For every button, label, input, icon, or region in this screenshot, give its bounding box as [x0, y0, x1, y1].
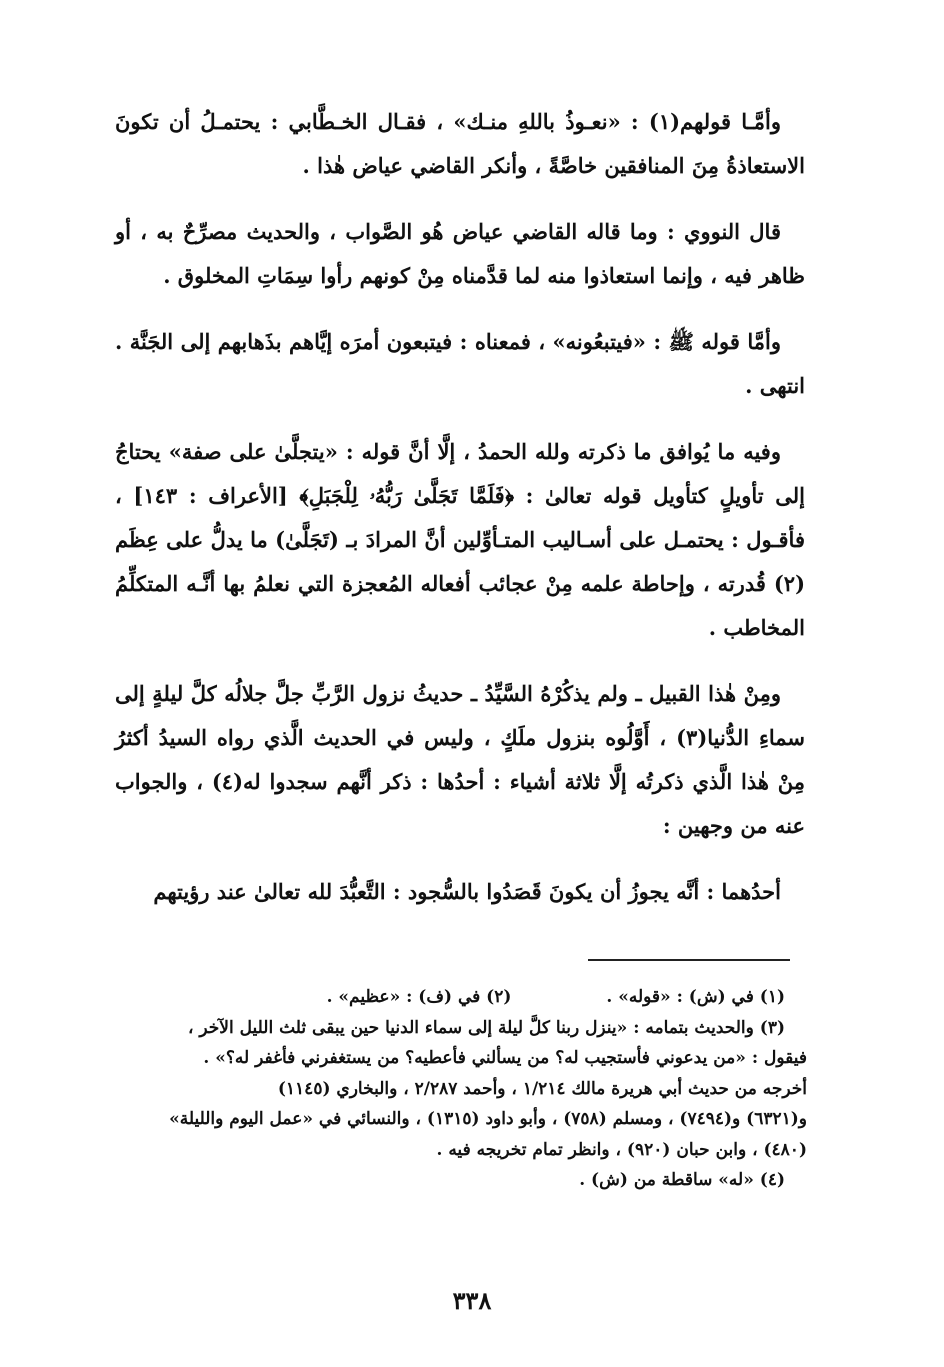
footnote-2: (٢) في (ف) : «عظيم» . [326, 987, 512, 1007]
footnote-3-line-4: و(٦٣٢١) و(٧٤٩٤) ، ومسلم (٧٥٨) ، وأبو داود (١٣١٥) ، والنسائي في «عمل اليوم والليلة» [169, 1109, 807, 1129]
footnote-3-line-3: أخرجه من حديث أبي هريرة مالك ١/٢١٤ ، وأحمد ٢/٢٨٧ ، والبخاري (١١٤٥) [277, 1078, 807, 1099]
footnote-separator [588, 959, 790, 961]
footnote-4: (٤) «له» ساقطة من (ش) . [579, 1170, 785, 1190]
paragraph-4: وفيه ما يُوافق ما ذكرته ولله الحمدُ ، إلَّا أنَّ قوله : «يتجلَّىٰ على صفة» يحتاجُ إلى تأويلٍ كتأويل قوله تعالىٰ : ﴿فَلَمَّا تَجَلَّىٰ رَبُّهُۥ لِلْجَبَلِ﴾ [الأعراف : ١٤٣] ، فأقـول : يحتمـل على أسـاليب المتـأوِّلين أنَّ المرادَ بـ (تَجَلَّىٰ) ما يدلُّ على عِظَم (٢) قُدرته ، وإحاطة علمه مِنْ عجائب أفعاله المُعجزة التي نعلمُ بها أنَّـه المتكلِّمُ المخاطب . [115, 439, 805, 640]
footnote-3-line-5: (٤٨٠) ، وابن حبان (٩٢٠) ، وانظر تمام تخريجه فيه . [436, 1139, 807, 1160]
footnotes-block [112, 982, 807, 1196]
footnote-1: (١) في (ش) : «قوله» . [606, 987, 785, 1007]
page-number: ٣٣٨ [452, 1286, 492, 1315]
footnote-3-line-2: فيقول : «من يدعوني فأستجيب له؟ من يسألني فأعطيه؟ من يستغفرني فأغفر له؟» . [203, 1048, 807, 1068]
paragraph-2: قال النووي : وما قاله القاضي عياض هُو الصَّواب ، والحديث مصرِّحٌ به ، أو ظاهر فيه ، وإنما استعاذوا منه لما قدَّمناه مِنْ كونهم رأوا سِمَاتِ المخلوق . [115, 219, 805, 288]
footnote-3-line-1: (٣) والحديث بتمامه : «ينزل ربنا كلَّ ليلة إلى سماء الدنيا حين يبقى ثلث الليل الآخر ، [188, 1017, 785, 1038]
main-text-block [115, 100, 805, 914]
paragraph-6: أحدُهما : أنَّه يجوزُ أن يكونَ قَصَدُوا بالسُّجود : التَّعبُّدَ لله تعالىٰ عند رؤيتهم [153, 879, 781, 904]
paragraph-1: وأمَّـا قولهم(١) : «نعـوذُ باللهِ منـك» ، فقـال الخـطَّابي : يحتمـلُ أن تكونَ الاستعاذةُ مِنَ المنافقين خاصَّةً ، وأنكر القاضي عياض هٰذا . [115, 109, 805, 178]
paragraph-5: ومِنْ هٰذا القبيل ـ ولم يذكُرْهُ السَّيِّدُ ـ حديثُ نزول الرَّبِّ جلَّ جلالُه كلَّ ليلةٍ إلى سماءِ الدُّنيا(٣) ، أَوَّلُوه بنزول ملَكٍ ، وليس في الحديث الَّذي رواه السيدُ أكثرُ مِنْ هٰذا الَّذي ذكرتُه إلَّا ثلاثة أشياء : أحدُها : ذكر أنَّهم سجدوا له(٤) ، والجواب عنه من وجهين : [115, 681, 806, 838]
paragraph-3: وأمَّا قوله ﷺ : «فيتبعُونه» ، فمعناه : فيتبعون أمرَه إيَّاهم بذَهابهم إلى الجَنَّة . انتهى . [115, 329, 805, 398]
footnote-row-1-2 [112, 982, 807, 1013]
